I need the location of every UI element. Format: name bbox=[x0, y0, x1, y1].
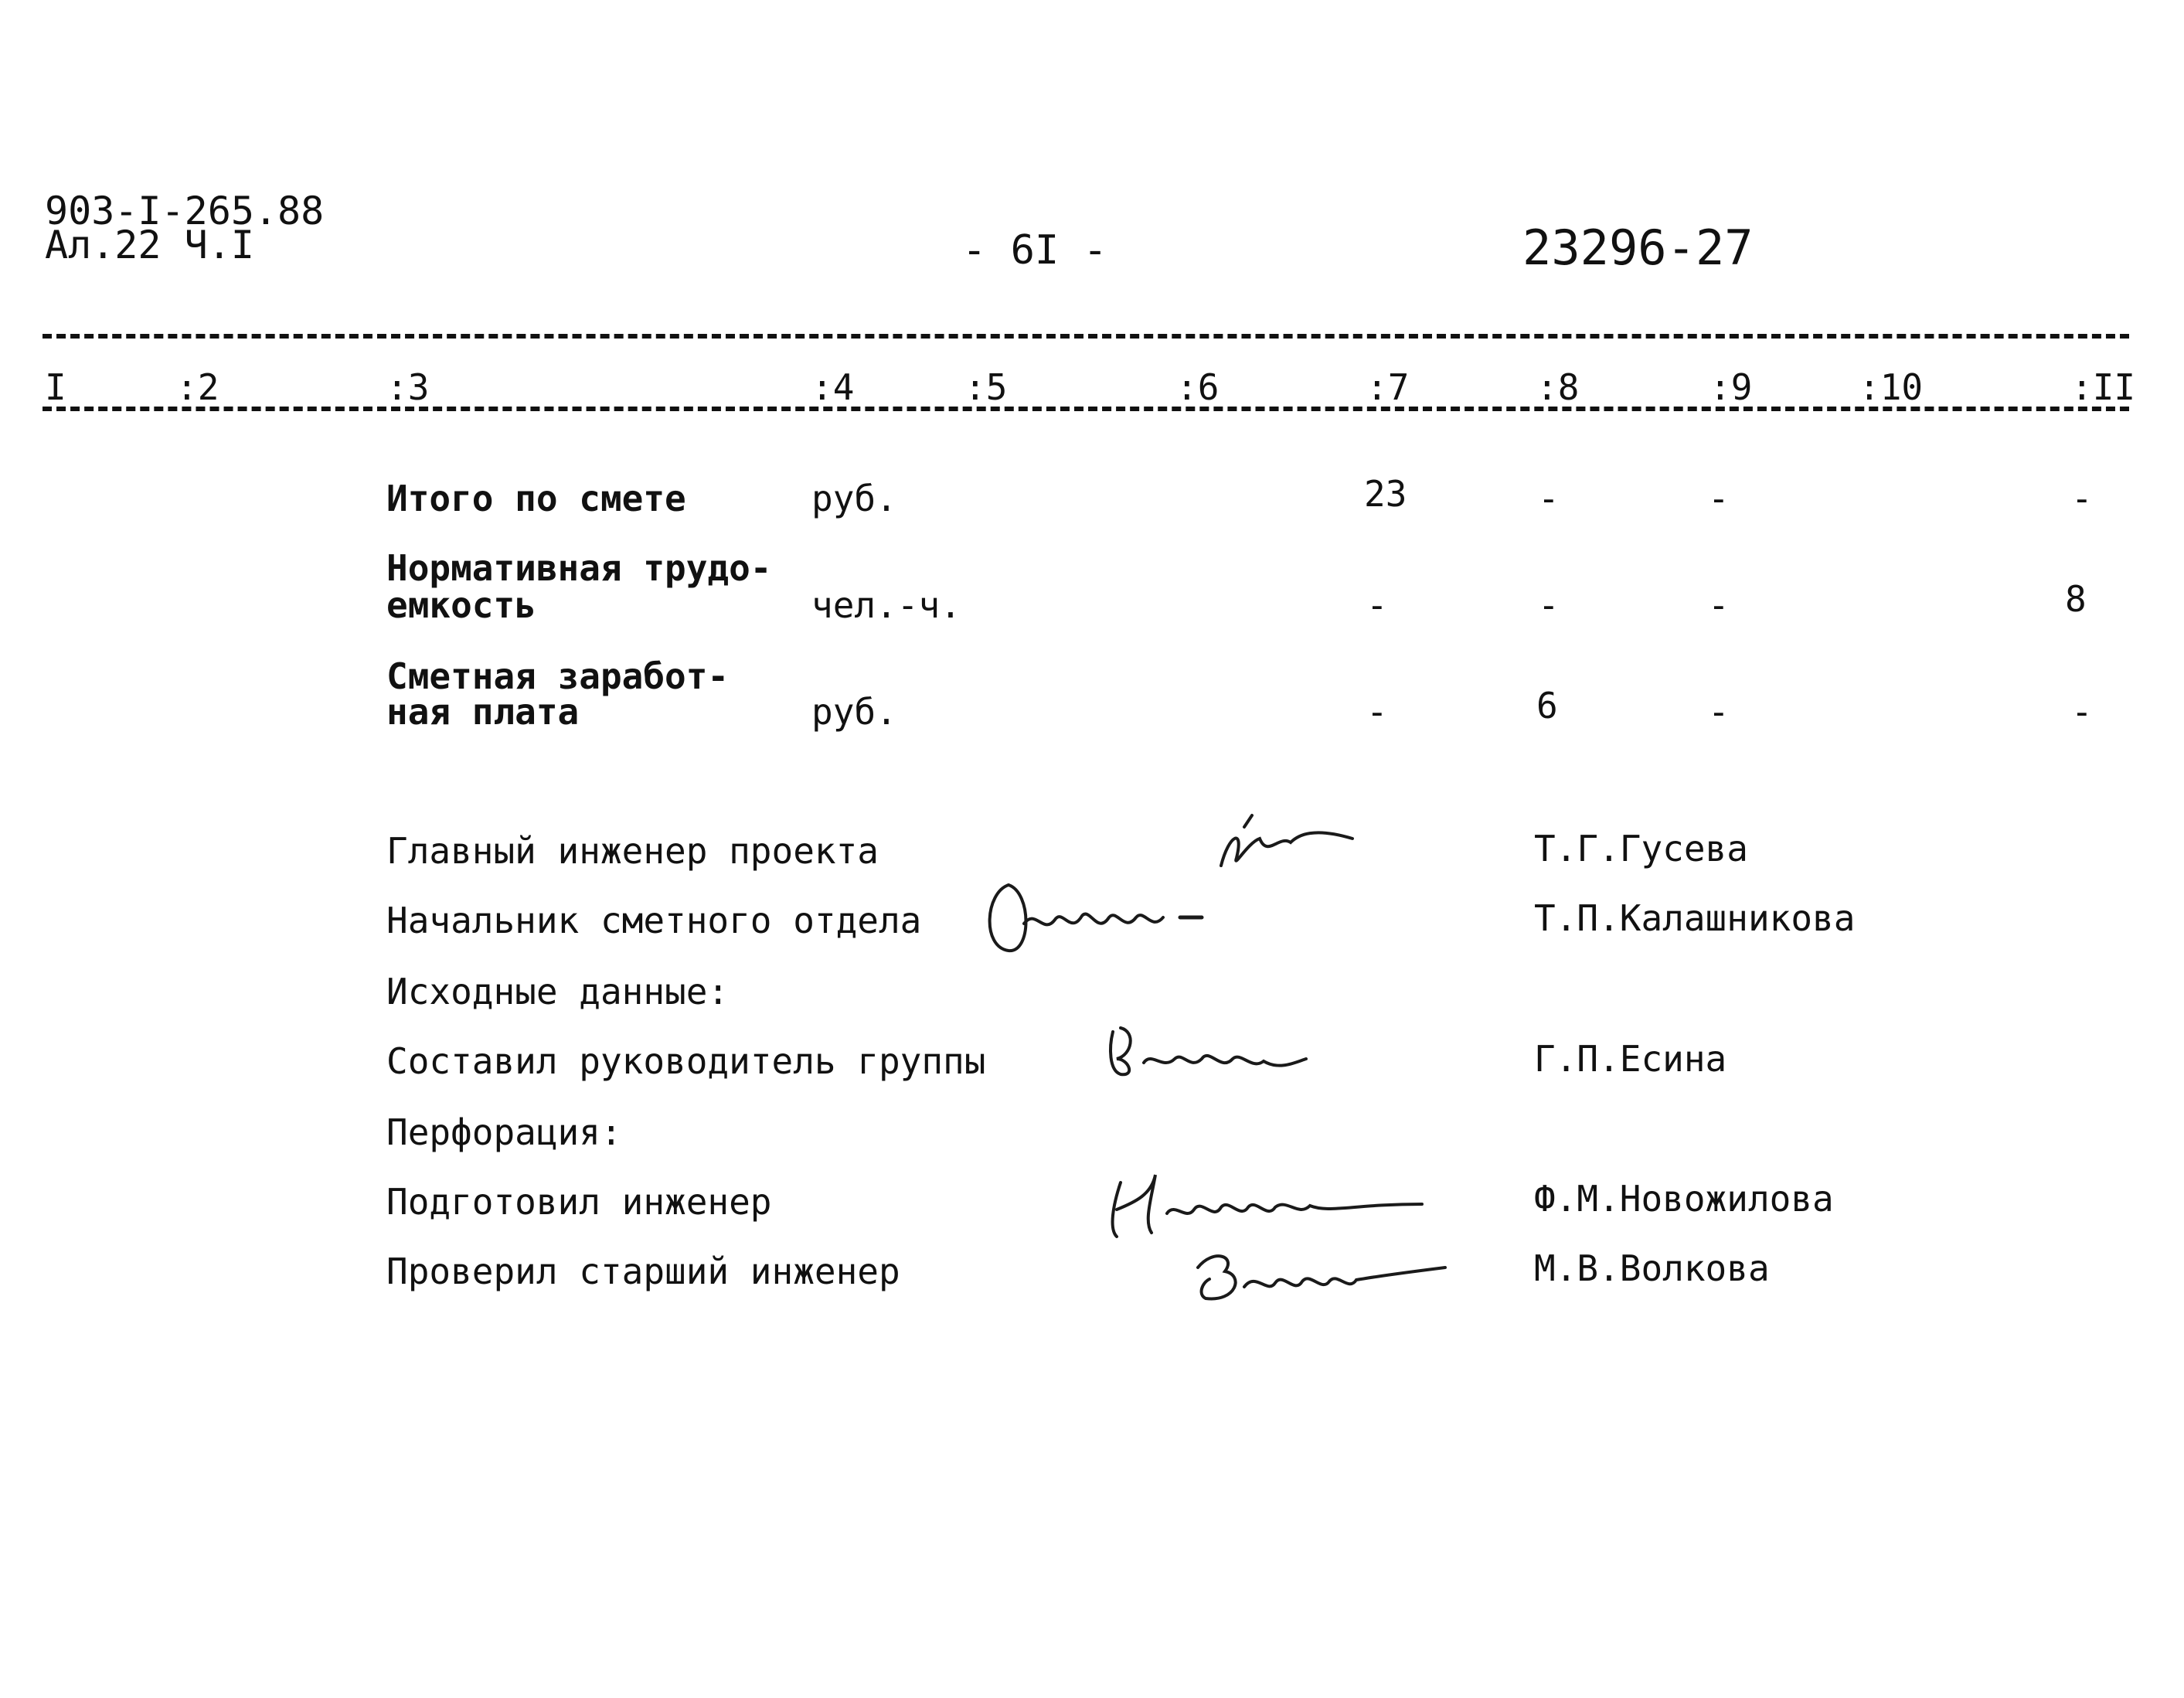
signatory-name: Т.П.Калашникова bbox=[1534, 897, 1856, 939]
doc-code: 903-I-265.88 bbox=[45, 189, 325, 233]
signatory-name: Ф.М.Новожилова bbox=[1534, 1178, 1834, 1220]
item-name-continued: емкость bbox=[386, 584, 536, 626]
column-number: I bbox=[45, 366, 66, 408]
cell-col11: - bbox=[2071, 691, 2093, 733]
item-name: Нормативная трудо- bbox=[386, 547, 772, 589]
cell-col8: - bbox=[1538, 478, 1560, 519]
top-dashed-rule bbox=[43, 334, 2129, 339]
signatory-name: М.В.Волкова bbox=[1534, 1247, 1770, 1289]
cell-col9: - bbox=[1708, 584, 1730, 626]
column-number: :6 bbox=[1176, 366, 1220, 408]
cell-col8: 6 bbox=[1536, 685, 1558, 726]
item-unit: руб. bbox=[811, 478, 897, 519]
signatory-role: Перфорация: bbox=[386, 1111, 622, 1153]
column-header-rule bbox=[43, 407, 2129, 411]
handwritten-signature-2 bbox=[978, 869, 1217, 962]
item-name: Сметная заработ- bbox=[386, 655, 730, 697]
item-name-continued: ная плата bbox=[386, 691, 580, 733]
handwritten-signature-1 bbox=[1206, 812, 1360, 881]
column-number: :4 bbox=[811, 366, 855, 408]
signatory-name: Г.П.Есина bbox=[1534, 1038, 1727, 1080]
handwritten-signature-3 bbox=[1097, 1016, 1314, 1090]
cell-col7: - bbox=[1366, 691, 1388, 733]
registry-number: 23296-27 bbox=[1522, 219, 1754, 276]
cell-col9: - bbox=[1708, 691, 1730, 733]
handwritten-signature-5 bbox=[1182, 1237, 1461, 1310]
cell-col7: 23 bbox=[1364, 473, 1407, 515]
signatory-role: Начальник сметного отдела bbox=[386, 900, 922, 941]
column-number: :7 bbox=[1366, 366, 1410, 408]
album-label: Ал.22 Ч.I bbox=[45, 223, 254, 267]
cell-col8: - bbox=[1538, 584, 1560, 626]
page-number: - 6I - bbox=[962, 227, 1107, 274]
column-number: :8 bbox=[1536, 366, 1580, 408]
cell-col9: - bbox=[1708, 478, 1730, 519]
item-name: Итого по смете bbox=[386, 478, 686, 519]
signatory-role: Главный инженер проекта bbox=[386, 830, 879, 872]
signatory-role: Исходные данные: bbox=[386, 971, 730, 1012]
column-number: :5 bbox=[964, 366, 1008, 408]
signatory-name: Т.Г.Гусева bbox=[1534, 828, 1748, 869]
handwritten-signature-4 bbox=[1097, 1159, 1437, 1244]
column-number: :10 bbox=[1859, 366, 1924, 408]
column-number: :II bbox=[2071, 366, 2136, 408]
column-number: :2 bbox=[176, 366, 219, 408]
item-unit: руб. bbox=[811, 691, 897, 733]
signatory-role: Составил руководитель группы bbox=[386, 1040, 986, 1082]
cell-col7: - bbox=[1366, 584, 1388, 626]
signatory-role: Проверил старший инженер bbox=[386, 1251, 900, 1292]
cell-col11: 8 bbox=[2065, 578, 2087, 620]
cell-col11: - bbox=[2071, 478, 2093, 519]
item-unit: чел.-ч. bbox=[811, 584, 961, 626]
signatory-role: Подготовил инженер bbox=[386, 1181, 772, 1223]
column-number: :9 bbox=[1709, 366, 1753, 408]
column-number: :3 bbox=[386, 366, 430, 408]
